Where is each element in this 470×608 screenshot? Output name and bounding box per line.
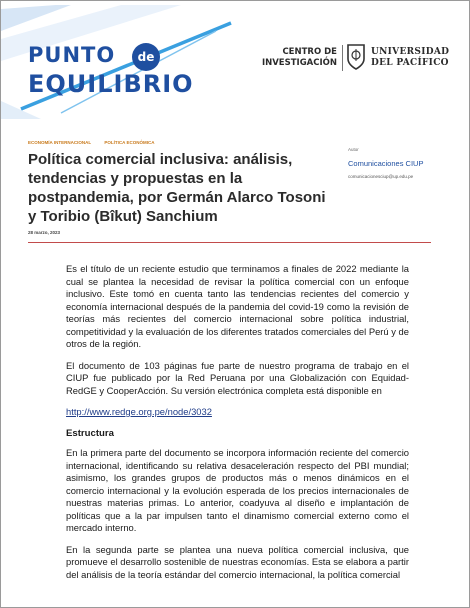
article-title: Política comercial inclusiva: análisis, tendencias y propuestas en la postpandemia, por Germán Alarco Tosoni y Toribio (Bîkut) Sanchium <box>28 151 326 225</box>
ciup-name: CENTRO DE INVESTIGACIÓN <box>261 47 337 68</box>
category-list <box>28 140 166 145</box>
university-name: UNIVERSIDAD DEL PACÍFICO <box>371 47 450 68</box>
paragraph: El documento de 103 páginas fue parte de nuestro programa de trabajo en el CIUP fue publicado por la Red Peruana por una Globalización con Equidad- RedGE y CooperAcción. Su versión electrónica completa está disponible en <box>66 359 409 396</box>
author-label: Autor <box>348 147 359 152</box>
header-divider <box>342 45 343 71</box>
author-email[interactable]: comunicacionesciup@up.edu.pe <box>348 174 414 179</box>
redge-link[interactable]: http://www.redge.org.pe/node/3032 <box>66 406 212 417</box>
category-link[interactable]: ECONOMÍA INTERNACIONAL <box>28 140 92 145</box>
logo-punto-text: PUNTO <box>28 43 116 67</box>
title-divider <box>28 242 431 243</box>
section-heading: Estructura <box>66 427 114 439</box>
university-crest-icon <box>346 43 366 71</box>
header <box>1 1 470 119</box>
category-link[interactable]: POLÍTICA ECONÓMICA <box>104 140 155 145</box>
logo-equilibrio-text: EQUILIBRIO <box>28 70 194 98</box>
paragraph: Es el título de un reciente estudio que terminamos a finales de 2022 mediante la cual se plantea la necesidad de revisar la política comercial con un enfoque inclusivo. Este tomó en cuenta tanto las tendencias recientes del comercio y economía internacional después de la pandemia del covid-19 como la revisión de teorías más recientes del comercio internacional sobre política industrial, competitividad y la evaluación de los diferentes tratados comerciales del Perú y de otros de la región. <box>66 263 409 349</box>
author-name-link[interactable]: Comunicaciones CIUP <box>348 159 424 168</box>
paragraph: En la segunda parte se plantea una nueva política comercial inclusiva, que promueve el desarrollo sostenible de nuestras economías. Esta se elabora a partir del análisis de la teoría estándar del comercio internacional, la política comercial <box>66 543 409 580</box>
article-body <box>66 263 409 590</box>
paragraph: En la primera parte del documento se incorpora información reciente del comercio internacional, identificando su relativa desaceleración respecto del PBI mundial; asimismo, los grandes grupos de productos más o menos dinámicos en el comercio internacional y la evolución esperada de los precios internacionales de nuestras materias primas. Lo anterior, coadyuva al diseño e implantación de políticas que a la par impulsen tanto el dinamismo comercial externo como el mercado interno. <box>66 447 409 533</box>
publish-date: 28 marzo, 2023 <box>28 230 61 235</box>
logo-de-badge: de <box>132 43 160 71</box>
